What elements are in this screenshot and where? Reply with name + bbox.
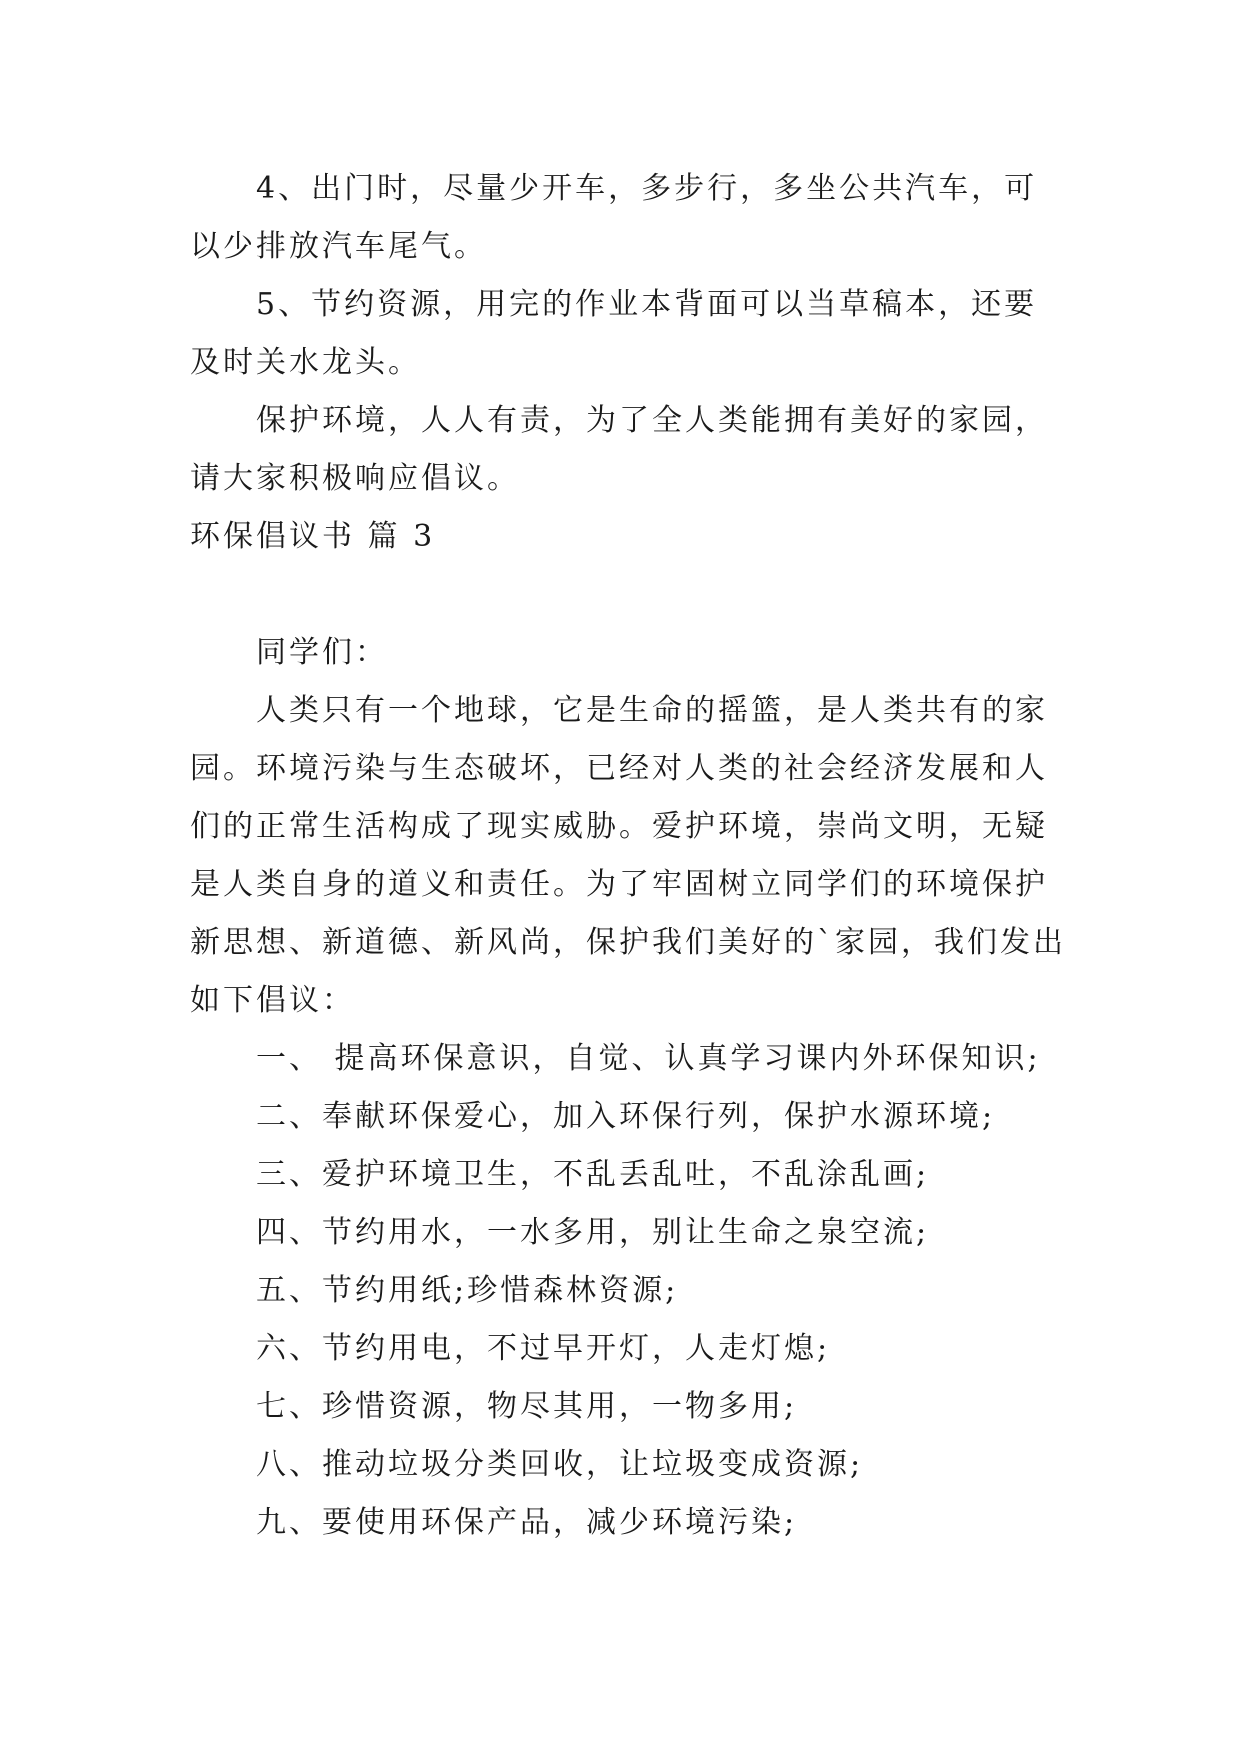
paragraph-closing: 保护环境，人人有责，为了全人类能拥有美好的家园，请大家积极响应倡议。 [190,403,1048,496]
list-item: 五、节约用纸;珍惜森林资源; [256,1273,679,1308]
paragraph-item-4: 4、出门时，尽量少开车，多步行，多坐公共汽车，可以少排放汽车尾气。 [190,171,1038,264]
list-item: 九、要使用环保产品，减少环境污染; [256,1505,798,1540]
paragraph-item-5: 5、节约资源，用完的作业本背面可以当草稿本，还要及时关水龙头。 [190,287,1038,380]
section-heading: 环保倡议书 篇 3 [190,519,436,554]
document-content [190,160,1070,1552]
list-item: 七、珍惜资源，物尽其用，一物多用; [256,1389,798,1424]
list-item: 八、推动垃圾分类回收，让垃圾变成资源; [256,1447,864,1482]
salutation: 同学们： [256,635,388,670]
blank-line [190,566,1070,624]
list-item: 二、奉献环保爱心，加入环保行列，保护水源环境; [256,1099,996,1134]
list-item: 三、爱护环境卫生，不乱丢乱吐，不乱涂乱画; [256,1157,930,1192]
list-item: 一、 提高环保意识，自觉、认真学习课内外环保知识; [256,1041,1041,1076]
list-item: 四、节约用水，一水多用，别让生命之泉空流; [256,1215,930,1250]
list-item: 六、节约用电，不过早开灯，人走灯熄; [256,1331,831,1366]
body-paragraph: 人类只有一个地球，它是生命的摇篮，是人类共有的家园。环境污染与生态破坏，已经对人类的社会经济发展和人们的正常生活构成了现实威胁。爱护环境，崇尚文明，无疑是人类自身的道义和责任。为了牢固树立同学们的环境保护新思想、新道德、新风尚，保护我们美好的`家园，我们发出如下倡议： [190,693,1066,1018]
